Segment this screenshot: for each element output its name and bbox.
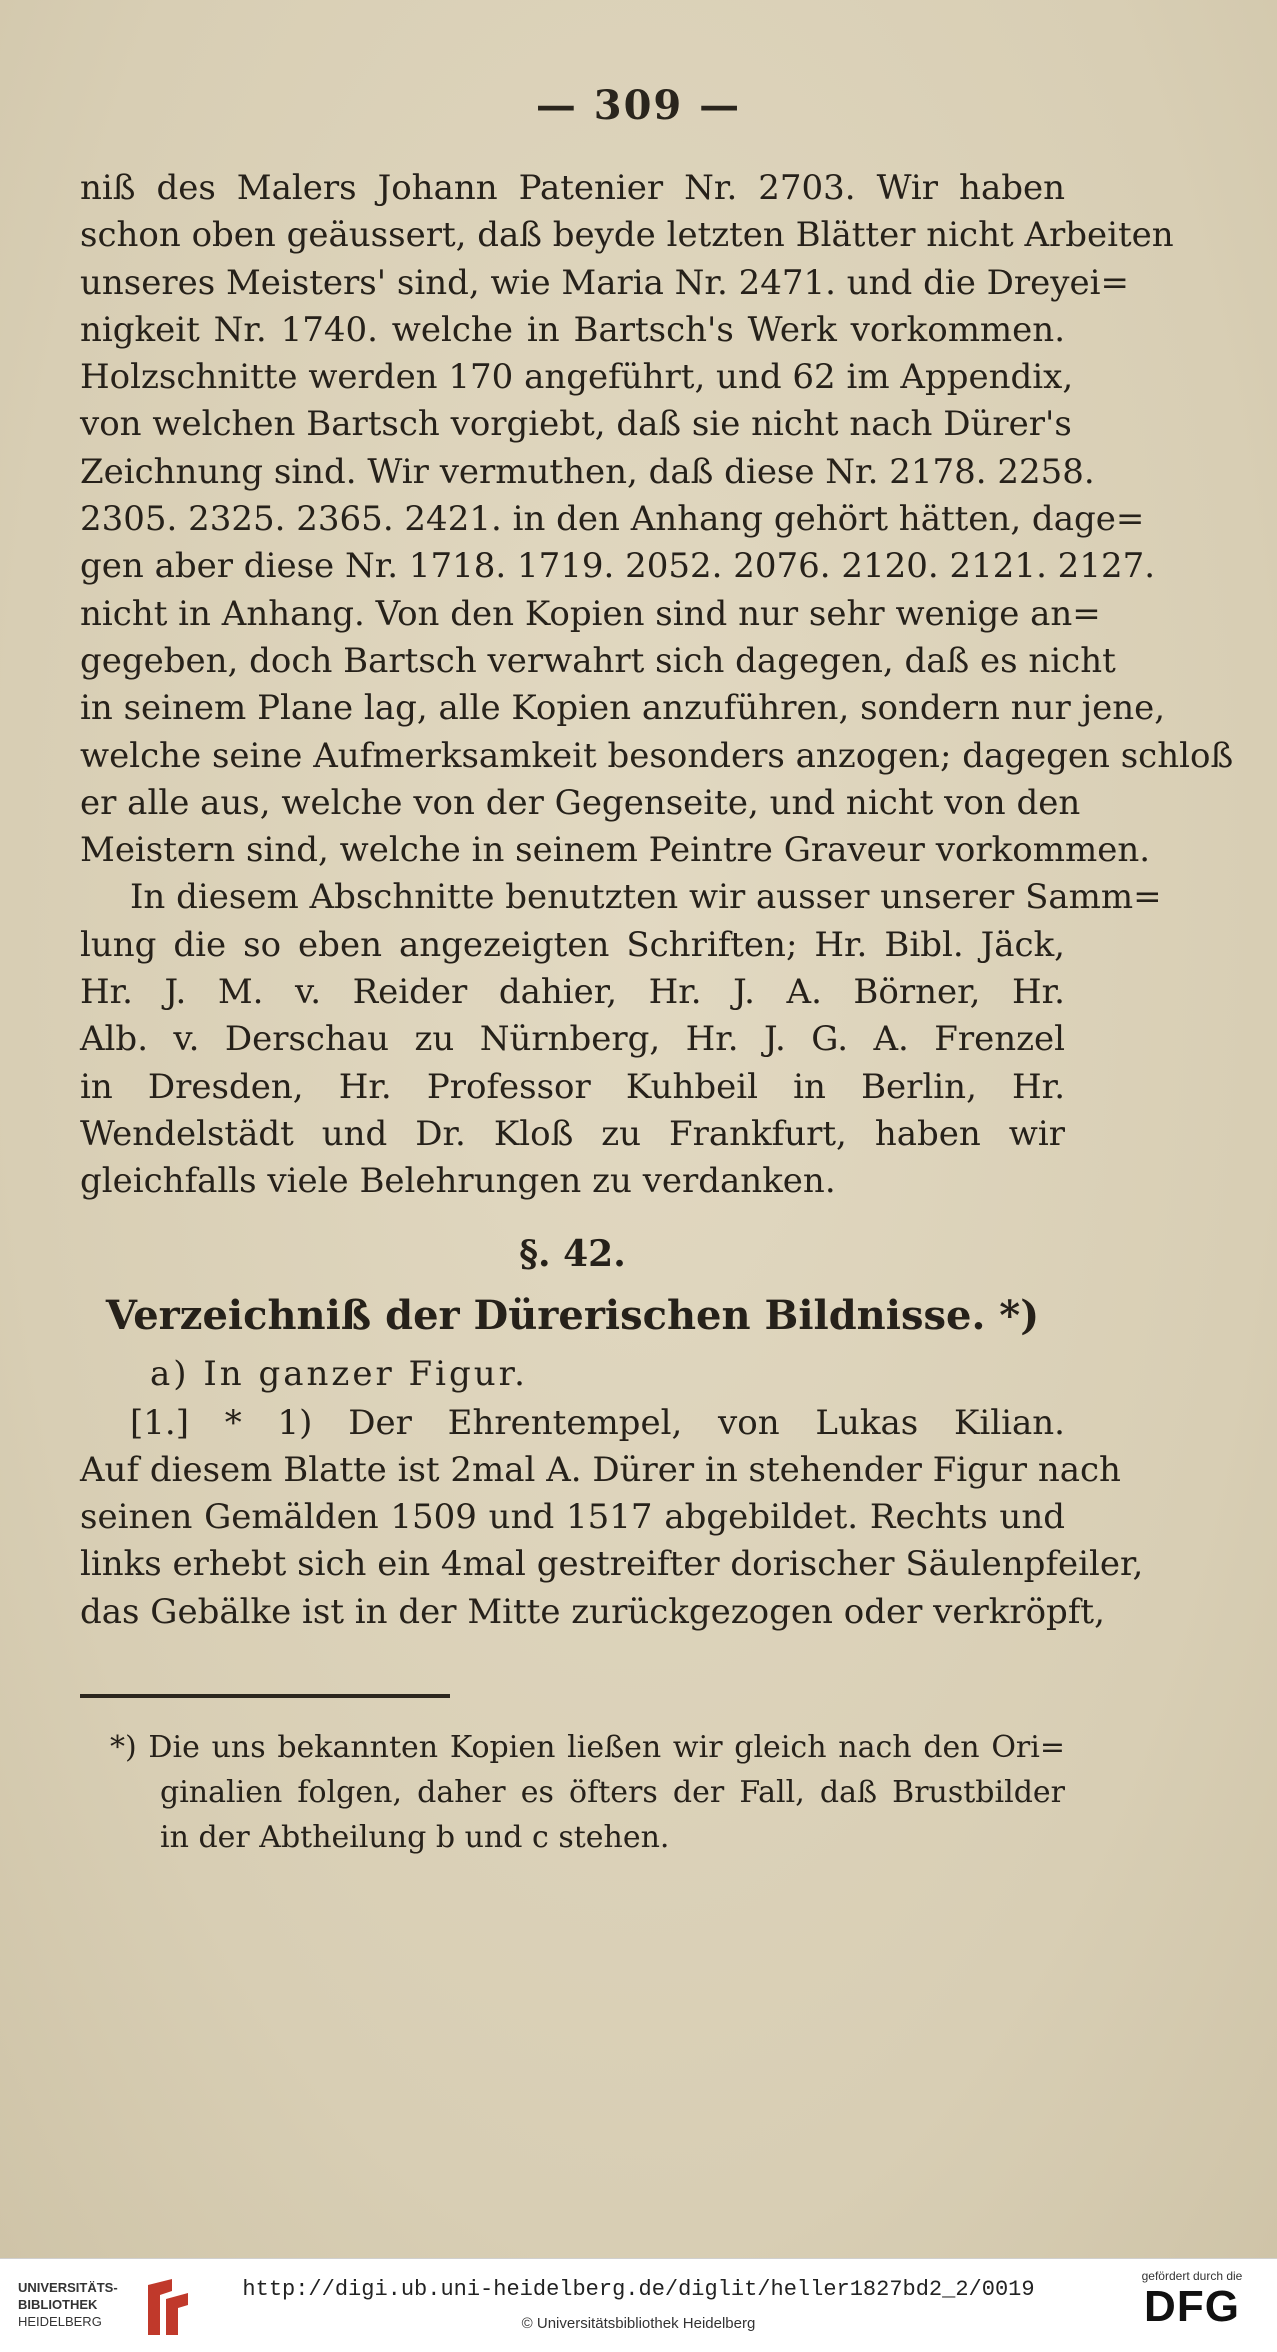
text-line: das Gebälke ist in der Mitte zurückgezogen oder verkröpft, [80, 1591, 1105, 1632]
sponsor-label: gefördert durch die [1141, 2269, 1243, 2283]
footnote-line: ginalien folgen, daher es öfters der Fall, daß Brustbilder [160, 1775, 1065, 1810]
text-line: nicht in Anhang. Von den Kopien sind nur sehr wenige an= [80, 593, 1101, 634]
library-name-line: BIBLIOTHEK [18, 2297, 98, 2312]
text-line: 2305. 2325. 2365. 2421. in den Anhang gehört hätten, dage= [80, 499, 1145, 540]
body-text [80, 165, 1234, 1636]
text-line: Holzschnitte werden 170 angeführt, und 62 im Appendix, [80, 357, 1074, 398]
text-line: gen aber diese Nr. 1718. 1719. 2052. 2076. 2120. 2121. 2127. [80, 546, 1156, 587]
text-line: lung die so eben angezeigten Schriften; Hr. Bibl. Jäck, [80, 924, 1065, 965]
subsection-title: a) In ganzer Figur. [150, 1353, 528, 1394]
text-line: von welchen Bartsch vorgiebt, daß sie nicht nach Dürer's [80, 404, 1072, 445]
text-line: Hr. J. M. v. Reider dahier, Hr. J. A. Börner, Hr. [80, 972, 1065, 1013]
section-number: §. 42. [519, 1232, 626, 1275]
text-line: nigkeit Nr. 1740. welche in Bartsch's Werk vorkommen. [80, 309, 1065, 350]
section-title: Verzeichniß der Dürerischen Bildnisse. *) [105, 1291, 1040, 1339]
text-line: In diesem Abschnitte benutzten wir ausser unserer Samm= [130, 877, 1162, 918]
page-number: — 309 — [535, 82, 742, 129]
text-line: Meistern sind, welche in seinem Peintre Graveur vorkommen. [80, 830, 1151, 871]
footnote-rule [80, 1694, 450, 1698]
text-line: [1.] * 1) Der Ehrentempel, von Lukas Kilian. [130, 1402, 1065, 1443]
footer-bar [0, 2258, 1277, 2352]
permalink-url[interactable]: http://digi.ub.uni-heidelberg.de/diglit/heller1827bd2_2/0019 [242, 2277, 1035, 2302]
text-line: Zeichnung sind. Wir vermuthen, daß diese Nr. 2178. 2258. [80, 451, 1095, 492]
footnote [110, 1725, 1065, 1860]
text-line: gleichfalls viele Belehrungen zu verdanken. [80, 1161, 836, 1202]
footnote-line: in der Abtheilung b und c stehen. [160, 1820, 670, 1855]
text-line: er alle aus, welche von der Gegenseite, und nicht von den [80, 782, 1081, 823]
sponsor-logo[interactable] [1127, 2269, 1257, 2331]
text-line: Alb. v. Derschau zu Nürnberg, Hr. J. G. A. Frenzel [80, 1019, 1065, 1060]
text-line: links erhebt sich ein 4mal gestreifter dorischer Säulenpfeiler, [80, 1544, 1144, 1585]
copyright-notice: © Universitätsbibliothek Heidelberg [521, 2315, 756, 2332]
library-name-line: UNIVERSITÄTS- [18, 2280, 118, 2295]
text-line: niß des Malers Johann Patenier Nr. 2703. Wir haben [80, 168, 1065, 208]
text-line: welche seine Aufmerksamkeit besonders anzogen; dagegen schloß [80, 735, 1234, 776]
text-line: seinen Gemälden 1509 und 1517 abgebildet. Rechts und [80, 1497, 1065, 1538]
text-line: Wendelstädt und Dr. Kloß zu Frankfurt, haben wir [80, 1113, 1065, 1154]
text-line: in Dresden, Hr. Professor Kuhbeil in Berlin, Hr. [80, 1066, 1065, 1107]
text-line: in seinem Plane lag, alle Kopien anzuführen, sondern nur jene, [80, 688, 1166, 729]
text-line: schon oben geäussert, daß beyde letzten Blätter nicht Arbeiten [80, 215, 1174, 256]
text-line: Auf diesem Blatte ist 2mal A. Dürer in stehender Figur nach [80, 1449, 1121, 1490]
text-line: unseres Meisters' sind, wie Maria Nr. 2471. und die Dreyei= [80, 262, 1129, 303]
footnote-line: *) Die uns bekannten Kopien ließen wir gleich nach den Ori= [110, 1730, 1065, 1765]
text-line: gegeben, doch Bartsch verwahrt sich dagegen, daß es nicht [80, 640, 1116, 681]
sponsor-name: DFG [1144, 2282, 1240, 2331]
library-name-line: HEIDELBERG [18, 2314, 102, 2329]
